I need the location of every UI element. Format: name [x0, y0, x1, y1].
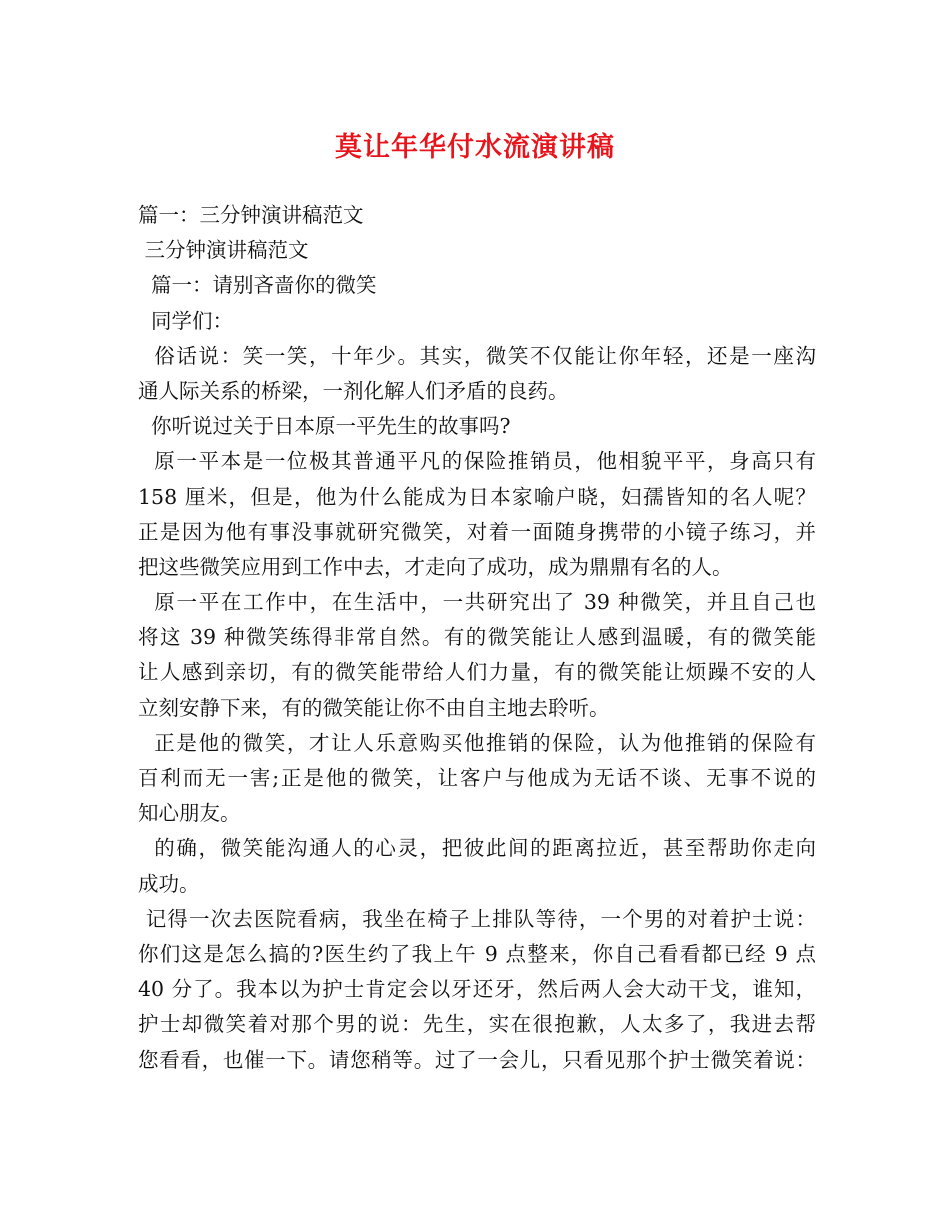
text-line: 的确，微笑能沟通人的心灵，把彼此间的距离拉近，甚至帮助你走向: [138, 836, 816, 861]
text-line: 正是他的微笑，才让人乐意购买他推销的保险，认为他推销的保险有: [138, 730, 816, 755]
text-line: 成功。: [138, 871, 200, 896]
text-line: 百利而无一害;正是他的微笑，让客户与他成为无话不谈、无事不说的: [138, 766, 816, 790]
text-line: 篇一：三分钟演讲稿范文: [138, 203, 364, 227]
text-line: 知心朋友。: [138, 801, 241, 826]
document-body: [138, 198, 816, 1078]
text-line: 将这 39 种微笑练得非常自然。有的微笑能让人感到温暖，有的微笑能: [138, 625, 816, 650]
text-line: 篇一：请别吝啬你的微笑: [138, 273, 377, 298]
text-line: 同学们：: [138, 308, 234, 333]
text-line: 记得一次去医院看病，我坐在椅子上排队等待，一个男的对着护士说：: [138, 906, 816, 931]
text-line: 你听说过关于日本原一平先生的故事吗?: [138, 414, 511, 439]
text-line: 立刻安静下来，有的微笑能让你不由自主地去聆听。: [138, 695, 610, 720]
text-line: 三分钟演讲稿范文: [138, 238, 309, 263]
text-line: 护士却微笑着对那个男的说：先生，实在很抱歉，人太多了，我进去帮: [138, 1012, 816, 1037]
text-line: 正是因为他有事没事就研究微笑，对着一面随身携带的小镜子练习，并: [138, 519, 816, 544]
text-line: 把这些微笑应用到工作中去，才走向了成功，成为鼎鼎有名的人。: [138, 554, 733, 579]
text-line: 40 分了。我本以为护士肯定会以牙还牙，然后两人会大动干戈，谁知，: [138, 977, 816, 1002]
document-title: 莫让年华付水流演讲稿: [335, 132, 615, 163]
text-line: 俗话说：笑一笑，十年少。其实，微笑不仅能让你年轻，还是一座沟: [138, 343, 816, 368]
text-line: 您看看，也催一下。请您稍等。过了一会儿，只看见那个护士微笑着说：: [138, 1047, 816, 1072]
text-line: 让人感到亲切，有的微笑能带给人们力量，有的微笑能让烦躁不安的人: [138, 660, 816, 685]
text-line: 158 厘米，但是，他为什么能成为日本家喻户晓，妇孺皆知的名人呢？: [138, 484, 816, 509]
text-line: 通人际关系的桥梁，一剂化解人们矛盾的良药。: [138, 378, 569, 403]
text-line: 原一平本是一位极其普通平凡的保险推销员，他相貌平平，身高只有: [138, 449, 816, 474]
text-line: 原一平在工作中，在生活中，一共研究出了 39 种微笑，并且自己也: [138, 590, 816, 615]
text-line: 你们这是怎么搞的?医生约了我上午 9 点整来，你自己看看都已经 9 点: [138, 941, 816, 966]
